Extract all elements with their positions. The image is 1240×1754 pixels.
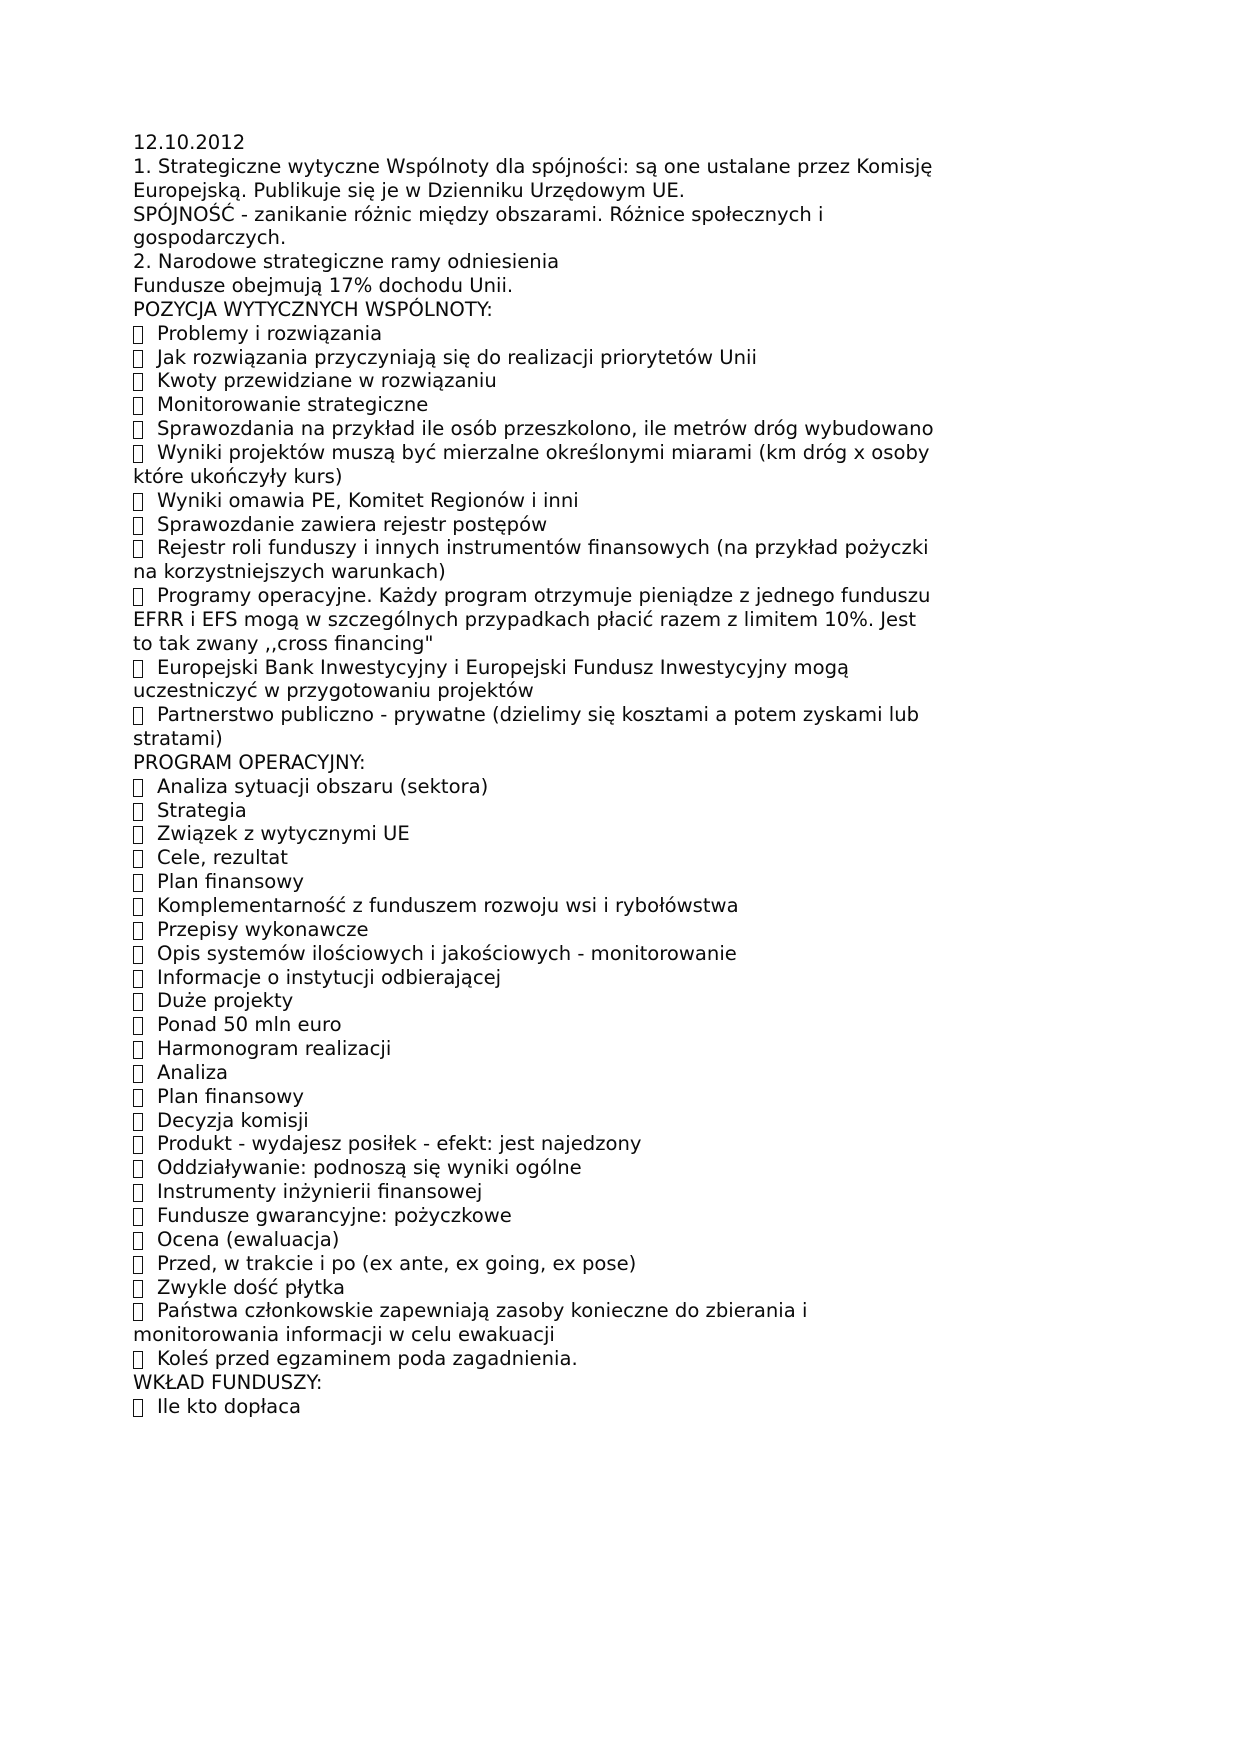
bullet-box-icon [133,1089,143,1107]
bullet-line [133,775,1133,799]
bullet-item [133,1061,1133,1085]
text-line: monitorowania informacji w celu ewakuacji [133,1323,555,1347]
bullet-text: Monitorowanie strategiczne [157,393,429,417]
bullet-box-icon [133,493,143,511]
bullet-line [133,870,1133,894]
bullet-box-icon [133,1113,143,1131]
bullet-item [133,870,1133,894]
bullet-text: Harmonogram realizacji [157,1037,392,1061]
bullet-text: Strategia [157,798,247,822]
bullet-text: Cele, rezultat [157,846,288,870]
bullet-text: Ile kto dopłaca [157,1394,301,1418]
bullet-line [133,1204,1133,1228]
bullet-box-icon [133,1065,143,1083]
bullet-item [133,1276,1133,1300]
bullet-line [133,656,1133,680]
bullet-box-icon [133,993,143,1011]
bullet-item [133,1204,1133,1228]
bullet-box-icon [133,898,143,916]
bullet-line [133,1109,1133,1133]
bullet-box-icon [133,779,143,797]
bullet-line [133,703,1133,727]
bullet-item [133,846,1133,870]
bullet-text: Opis systemów ilościowych i jakościowych - monitorowanie [157,941,737,965]
bullet-box-icon [133,1136,143,1154]
text-line: Fundusze obejmują 17% dochodu Unii. [133,274,514,298]
bullet-item [133,1109,1133,1133]
bullet-text: Fundusze gwarancyjne: pożyczkowe [157,1203,512,1227]
bullet-item [133,775,1133,799]
bullet-line [133,369,1133,393]
bullet-line [133,1395,1133,1419]
bullet-text: Informacje o instytucji odbierającej [157,965,502,989]
bullet-item [133,1252,1133,1276]
bullet-box-icon [133,1351,143,1369]
paragraph [133,203,1133,251]
bullet-line [133,1347,1133,1371]
text-line: to tak zwany ,,cross financing" [133,631,434,655]
bullet-text: Zwykle dość płytka [157,1275,346,1299]
bullet-line [133,1276,1133,1300]
bullet-item [133,1228,1133,1252]
section-heading [133,751,1133,775]
bullet-item [133,489,1133,513]
bullet-line [133,584,1133,608]
section-heading [133,1371,1133,1395]
bullet-item [133,441,1133,489]
bullet-line [133,489,1133,513]
bullet-text: Analiza [157,1060,229,1084]
bullet-line [133,393,1133,417]
text-line: które ukończyły kurs) [133,464,343,488]
heading-text: PROGRAM OPERACYJNY: [133,750,366,774]
bullet-item [133,393,1133,417]
bullet-item [133,322,1133,346]
bullet-line [133,1085,1133,1109]
text-line: Europejską. Publikuje się je w Dzienniku Urzędowym UE. [133,178,685,202]
bullet-box-icon [133,826,143,844]
bullet-line [133,1037,1133,1061]
bullet-text: Koleś przed egzaminem poda zagadnienia. [157,1347,578,1371]
bullet-box-icon [133,1280,143,1298]
bullet-box-icon [133,588,143,606]
bullet-box-icon [133,373,143,391]
bullet-line [133,1132,1133,1156]
bullet-box-icon [133,1303,143,1321]
bullet-text: Ponad 50 mln euro [157,1013,342,1037]
paragraph [133,155,1133,203]
bullet-box-icon [133,445,143,463]
bullet-item [133,417,1133,441]
bullet-box-icon [133,326,143,344]
bullet-text: Sprawozdanie zawiera rejestr postępów [157,512,548,536]
bullet-text: Problemy i rozwiązania [157,321,383,345]
bullet-box-icon [133,850,143,868]
bullet-text: Partnerstwo publiczno - prywatne (dzielimy się kosztami a potem zyskami lub [157,703,920,727]
bullet-line [133,536,1133,560]
bullet-item [133,584,1133,656]
bullet-box-icon [133,803,143,821]
bullet-box-icon [133,946,143,964]
bullet-box-icon [133,660,143,678]
bullet-line [133,989,1133,1013]
bullet-box-icon [133,1041,143,1059]
bullet-text: Produkt - wydajesz posiłek - efekt: jest najedzony [157,1132,642,1156]
bullet-line [133,822,1133,846]
bullet-item [133,513,1133,537]
bullet-item [133,942,1133,966]
bullet-line [133,417,1133,441]
heading-text: POZYCJA WYTYCZNYCH WSPÓLNOTY: [133,297,493,321]
bullet-box-icon [133,1232,143,1250]
bullet-line [133,441,1133,465]
section-heading [133,298,1133,322]
bullet-box-icon [133,397,143,415]
bullet-text: Wyniki projektów muszą być mierzalne określonymi miarami (km dróg x osoby [157,440,930,464]
bullet-text: Plan finansowy [157,870,304,894]
bullet-box-icon [133,1256,143,1274]
bullet-item [133,346,1133,370]
paragraph [133,274,1133,298]
bullet-item [133,1395,1133,1419]
document-body [133,155,1133,1419]
bullet-item [133,989,1133,1013]
bullet-text: Związek z wytycznymi UE [157,822,410,846]
bullet-item [133,1180,1133,1204]
text-line: gospodarczych. [133,226,287,250]
bullet-item [133,1085,1133,1109]
bullet-box-icon [133,540,143,558]
paragraph [133,250,1133,274]
bullet-text: Rejestr roli funduszy i innych instrumentów finansowych (na przykład pożyczki [157,536,929,560]
bullet-line [133,799,1133,823]
bullet-item [133,918,1133,942]
bullet-text: Decyzja komisji [157,1108,309,1132]
bullet-line [133,513,1133,537]
bullet-box-icon [133,1160,143,1178]
bullet-line [133,1180,1133,1204]
bullet-item [133,1037,1133,1061]
bullet-box-icon [133,970,143,988]
bullet-item [133,369,1133,393]
bullet-box-icon [133,1399,143,1417]
bullet-item [133,1013,1133,1037]
bullet-text: Kwoty przewidziane w rozwiązaniu [157,369,497,393]
document-date: 12.10.2012 [133,131,246,154]
bullet-box-icon [133,350,143,368]
bullet-item [133,1299,1133,1347]
bullet-text: Europejski Bank Inwestycyjny i Europejski Fundusz Inwestycyjny mogą [157,655,850,679]
bullet-item [133,703,1133,751]
bullet-text: Przepisy wykonawcze [157,917,369,941]
bullet-line [133,846,1133,870]
text-line: SPÓJNOŚĆ - zanikanie różnic między obszarami. Różnice społecznych i [133,202,824,226]
bullet-line [133,1156,1133,1180]
text-line: 2. Narodowe strategiczne ramy odniesienia [133,250,560,274]
bullet-box-icon [133,1184,143,1202]
text-line: 1. Strategiczne wytyczne Wspólnoty dla spójności: są one ustalane przez Komisję [133,154,933,178]
bullet-line [133,1252,1133,1276]
bullet-text: Komplementarność z funduszem rozwoju wsi i rybołówstwa [157,894,739,917]
bullet-item [133,1156,1133,1180]
bullet-box-icon [133,1208,143,1226]
bullet-text: Jak rozwiązania przyczyniają się do realizacji priorytetów Unii [157,345,757,369]
heading-text: WKŁAD FUNDUSZY: [133,1370,323,1394]
document-page [133,131,1133,1419]
bullet-line [133,966,1133,990]
text-line: na korzystniejszych warunkach) [133,560,446,584]
bullet-text: Ocena (ewaluacja) [157,1227,340,1251]
bullet-text: Duże projekty [157,989,294,1013]
bullet-box-icon [133,922,143,940]
bullet-box-icon [133,874,143,892]
bullet-text: Wyniki omawia PE, Komitet Regionów i inni [157,488,579,512]
text-line: stratami) [133,727,223,751]
bullet-text: Analiza sytuacji obszaru (sektora) [157,774,489,798]
bullet-line [133,1061,1133,1085]
bullet-box-icon [133,707,143,725]
bullet-text: Instrumenty inżynierii finansowej [157,1180,483,1204]
bullet-line [133,1299,1133,1323]
bullet-box-icon [133,517,143,535]
bullet-text: Programy operacyjne. Każdy program otrzymuje pieniądze z jednego funduszu [157,584,931,608]
text-line: EFRR i EFS mogą w szczególnych przypadkach płacić razem z limitem 10%. Jest [133,607,917,631]
bullet-text: Oddziaływanie: podnoszą się wyniki ogólne [157,1156,582,1180]
bullet-line [133,942,1133,966]
bullet-item [133,656,1133,704]
bullet-item [133,536,1133,584]
bullet-text: Plan finansowy [157,1084,304,1108]
bullet-line [133,1013,1133,1037]
bullet-text: Przed, w trakcie i po (ex ante, ex going, ex pose) [157,1251,637,1275]
bullet-text: Państwa członkowskie zapewniają zasoby konieczne do zbierania i [157,1299,808,1323]
bullet-item [133,822,1133,846]
bullet-line [133,1228,1133,1252]
bullet-text: Sprawozdania na przykład ile osób przeszkolono, ile metrów dróg wybudowano [157,417,934,441]
bullet-item [133,966,1133,990]
bullet-line [133,918,1133,942]
bullet-item [133,894,1133,918]
bullet-line [133,894,1133,918]
bullet-box-icon [133,421,143,439]
bullet-item [133,1132,1133,1156]
bullet-box-icon [133,1017,143,1035]
text-line: uczestniczyć w przygotowaniu projektów [133,679,534,703]
bullet-item [133,799,1133,823]
bullet-item [133,1347,1133,1371]
bullet-line [133,346,1133,370]
bullet-line [133,322,1133,346]
